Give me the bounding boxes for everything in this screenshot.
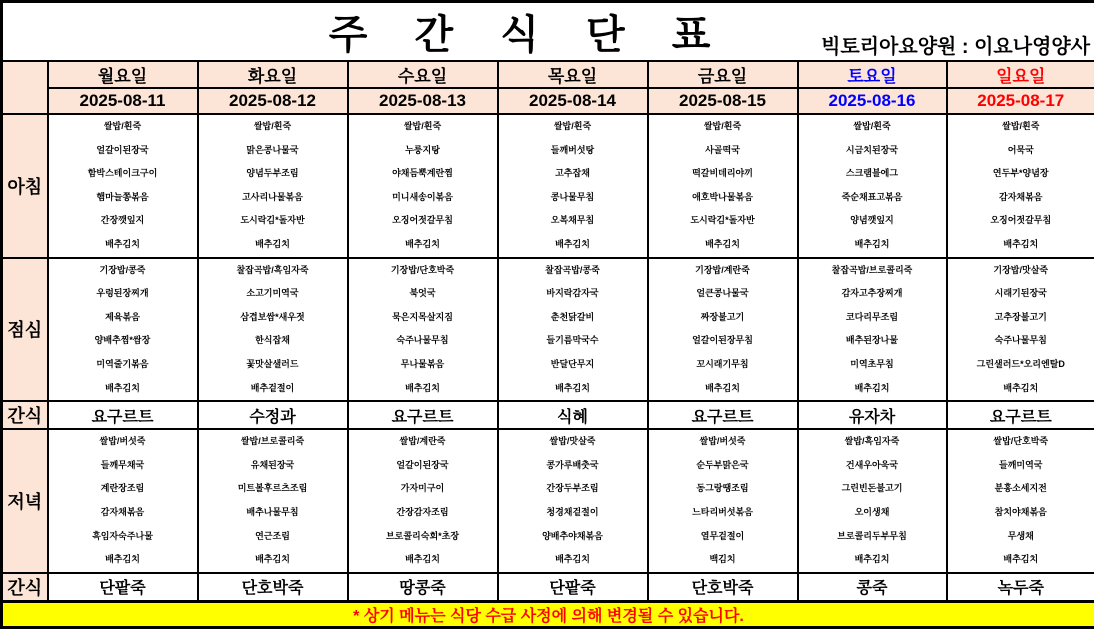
corner-cell bbox=[2, 61, 48, 114]
snack2-row bbox=[2, 573, 1094, 602]
dinner-sat: 쌀밥/흑임자죽 건새우아욱국 그린빈돈불고기 오이생채 브로콜리두부무침 배추김치 bbox=[798, 429, 947, 573]
breakfast-sat: 쌀밥/흰죽 시금치된장국 스크램블에그 죽순채표고볶음 양념깻잎지 배추김치 bbox=[798, 114, 947, 258]
dinner-row bbox=[2, 429, 1094, 573]
row-label-lunch: 점심 bbox=[2, 258, 48, 402]
snack2-sun: 녹두죽 bbox=[947, 573, 1094, 602]
date-mon: 2025-08-11 bbox=[48, 88, 198, 114]
dinner-thu: 쌀밥/맛살죽 콩가루배춧국 간장두부조림 청경채겉절이 양배추야채볶음 배추김치 bbox=[498, 429, 648, 573]
snack2-thu: 단팥죽 bbox=[498, 573, 648, 602]
breakfast-sun: 쌀밥/흰죽 어묵국 연두부*양념장 감자채볶음 오징어젓갈무침 배추김치 bbox=[947, 114, 1094, 258]
day-header-tue: 화요일 bbox=[198, 61, 348, 88]
snack1-sat: 유자차 bbox=[798, 401, 947, 429]
date-sun: 2025-08-17 bbox=[947, 88, 1094, 114]
snack1-sun: 요구르트 bbox=[947, 401, 1094, 429]
dinner-fri: 쌀밥/버섯죽 순두부맑은국 동그랑땡조림 느타리버섯볶음 열무겉절이 백김치 bbox=[648, 429, 798, 573]
footer-row bbox=[2, 601, 1094, 627]
dinner-sun: 쌀밥/단호박죽 들깨미역국 분홍소세지전 참치야채볶음 무생채 배추김치 bbox=[947, 429, 1094, 573]
dinner-tue: 쌀밥/브로콜리죽 유채된장국 미트볼후르츠조림 배추나물무침 연근조림 배추김치 bbox=[198, 429, 348, 573]
snack2-wed: 땅콩죽 bbox=[348, 573, 498, 602]
lunch-thu: 찰잡곡밥/콩죽 바지락감자국 춘천닭갈비 들기름막국수 반달단무지 배추김치 bbox=[498, 258, 648, 402]
breakfast-wed: 쌀밥/흰죽 누룽지탕 야채듬뿍계란찜 미니새송이볶음 오징어젓갈무침 배추김치 bbox=[348, 114, 498, 258]
snack1-thu: 식혜 bbox=[498, 401, 648, 429]
breakfast-tue: 쌀밥/흰죽 맑은콩나물국 양념두부조림 고사리나물볶음 도시락김*돌자반 배추김치 bbox=[198, 114, 348, 258]
lunch-sat: 찰잡곡밥/브로콜리죽 감자고추장찌개 코다리무조림 배추된장나물 미역초무침 배추김치 bbox=[798, 258, 947, 402]
dinner-wed: 쌀밥/계란죽 얼갈이된장국 가자미구이 간장감자조림 브로콜리숙회*초장 배추김치 bbox=[348, 429, 498, 573]
snack2-sat: 콩죽 bbox=[798, 573, 947, 602]
breakfast-mon: 쌀밥/흰죽 얼갈이된장국 함박스테이크구이 햄마늘쫑볶음 간장깻잎지 배추김치 bbox=[48, 114, 198, 258]
date-row bbox=[2, 88, 1094, 114]
day-header-wed: 수요일 bbox=[348, 61, 498, 88]
breakfast-fri: 쌀밥/흰죽 사골떡국 떡갈비데리야끼 애호박나물볶음 도시락김*돌자반 배추김치 bbox=[648, 114, 798, 258]
snack2-tue: 단호박죽 bbox=[198, 573, 348, 602]
breakfast-thu: 쌀밥/흰죽 들깨버섯탕 고추잡채 콩나물무침 오복채무침 배추김치 bbox=[498, 114, 648, 258]
snack2-mon: 단팥죽 bbox=[48, 573, 198, 602]
lunch-mon: 기장밥/콩죽 우렁된장찌개 제육볶음 양배추찜*쌈장 미역줄기볶음 배추김치 bbox=[48, 258, 198, 402]
lunch-tue: 찰잡곡밥/흑임자죽 소고기미역국 삼겹보쌈*새우젓 한식잡채 꽃맛살샐러드 배추겉절이 bbox=[198, 258, 348, 402]
snack1-mon: 요구르트 bbox=[48, 401, 198, 429]
facility-and-dietitian: 빅토리아요양원 : 이요나영양사 bbox=[821, 30, 1090, 59]
snack1-fri: 요구르트 bbox=[648, 401, 798, 429]
date-fri: 2025-08-15 bbox=[648, 88, 798, 114]
row-label-snack1: 간식 bbox=[2, 401, 48, 429]
lunch-row bbox=[2, 258, 1094, 402]
date-sat: 2025-08-16 bbox=[798, 88, 947, 114]
row-label-breakfast: 아침 bbox=[2, 114, 48, 258]
dinner-mon: 쌀밥/버섯죽 들깨무채국 계란장조림 감자채볶음 흑임자숙주나물 배추김치 bbox=[48, 429, 198, 573]
snack1-row bbox=[2, 401, 1094, 429]
lunch-wed: 기장밥/단호박죽 북엇국 묵은지목살지짐 숙주나물무침 무나물볶음 배추김치 bbox=[348, 258, 498, 402]
breakfast-row bbox=[2, 114, 1094, 258]
date-thu: 2025-08-14 bbox=[498, 88, 648, 114]
day-header-fri: 금요일 bbox=[648, 61, 798, 88]
title-row bbox=[2, 2, 1094, 62]
day-header-sat: 토요일 bbox=[798, 61, 947, 88]
snack1-wed: 요구르트 bbox=[348, 401, 498, 429]
lunch-sun: 기장밥/맛살죽 시래기된장국 고추장불고기 숙주나물무침 그린샐러드*오리엔탈D 배추김치 bbox=[947, 258, 1094, 402]
row-label-snack2: 간식 bbox=[2, 573, 48, 602]
day-header-sun: 일요일 bbox=[947, 61, 1094, 88]
row-label-dinner: 저녁 bbox=[2, 429, 48, 573]
page-title: 주 간 식 단 표 bbox=[329, 3, 729, 60]
date-wed: 2025-08-13 bbox=[348, 88, 498, 114]
lunch-fri: 기장밥/계란죽 얼큰콩나물국 짜장불고기 얼갈이된장무침 꼬시래기무침 배추김치 bbox=[648, 258, 798, 402]
snack1-tue: 수정과 bbox=[198, 401, 348, 429]
day-header-mon: 월요일 bbox=[48, 61, 198, 88]
day-header-thu: 목요일 bbox=[498, 61, 648, 88]
date-tue: 2025-08-12 bbox=[198, 88, 348, 114]
footer-note: * 상기 메뉴는 식당 수급 사정에 의해 변경될 수 있습니다. bbox=[2, 601, 1094, 627]
day-name-row bbox=[2, 61, 1094, 88]
snack2-fri: 단호박죽 bbox=[648, 573, 798, 602]
